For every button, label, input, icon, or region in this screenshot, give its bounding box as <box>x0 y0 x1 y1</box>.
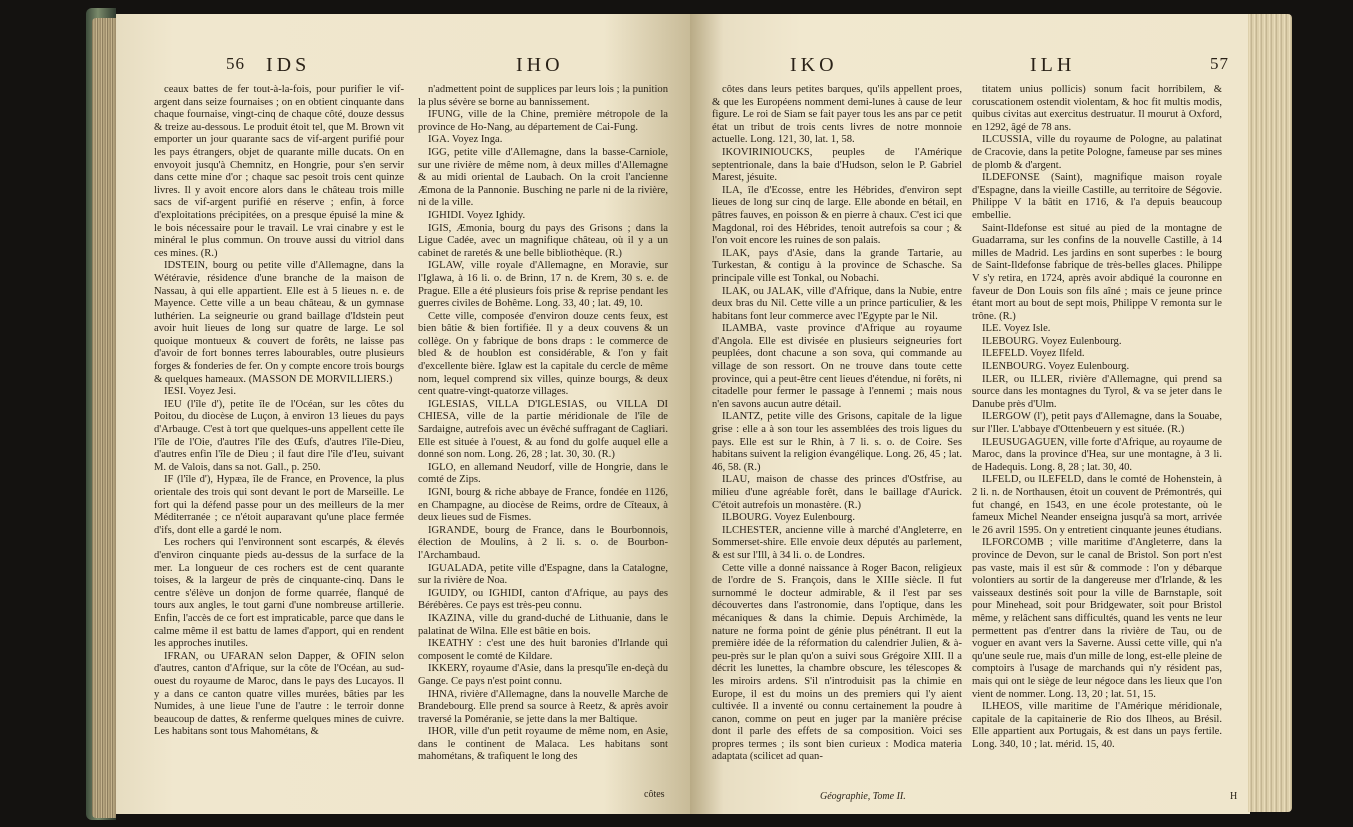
right-head-word-right: ILH <box>1030 54 1076 76</box>
entry-paragraph: IGLESIAS, VILLA D'IGLESIAS, ou VILLA DI CHIESA, ville de la partie méridionale de l'île de Sardaigne, autrefois avec un évêché suffragant de Cagliari. Elle est située à l'ouest, & au fond du golfe auquel elle a donné son nom. Long. 26, 28 ; lat. 30, 30. (R.) <box>418 398 668 461</box>
entry-paragraph: ILFORCOMB ; ville maritime d'Angleterre, dans la province de Devon, sur le canal de Bristol. Son port n'est pas vaste, mais il est sûr & commode : l'on y débarque volontiers au sortir de la dangereuse mer d'Irlande, & les vaisseaux destinés soit pour la ville de Barnstaple, soit pour Minehead, soit pour Bridgewater, soit pour Bristol même, y relâchent sans difficultés, quand les vents ne leur permettent pas d'entrer dans la rivière de Tau, ou de voguer en avant vers la Saverne. Aussi cette ville, qui n'a qu'une seule rue, mais d'un mille de long, est-elle pleine de comptoirs à l'usage de marchands qui n'y résident pas, mais qui ont le siège de leur négoce dans les lieux que l'on vient de nommer. Long. 13, 20 ; lat. 51, 15. <box>972 537 1222 700</box>
entry-paragraph: IHOR, ville d'un petit royaume de même nom, en Asie, dans le continent de Malaca. Les habitans sont mahométans, & trafiquent le long des <box>418 726 668 763</box>
entry-paragraph: IHNA, rivière d'Allemagne, dans la nouvelle Marche de Brandebourg. Elle prend sa source à Reetz, & après avoir traversé la Poméranie, se jette dans la mer Baltique. <box>418 688 668 725</box>
entry-paragraph: ILCHESTER, ancienne ville à marché d'Angleterre, en Sommerset-shire. Elle envoie deux députés au parlement, & est sur l'Ill, à 34 li. o. de Londres. <box>712 524 962 561</box>
left-head-word-left: IDS <box>266 54 311 76</box>
entry-paragraph: ceaux battes de fer tout-à-la-fois, pour purifier le vif-argent dans seize fournaises ; on en obtient cinquante dans chaque fournaise, vingt-cinq de chaque côté, douze dessus & treize au-dessous. Le produit étoit tel, que M. Brown vit emporter un jour quarante sacs de vif-argent purifié pour les pays étrangers, objet de quarante mille ducats. On en envoyoit jusqu'à Chemnitz, en Hongrie, pour s'en servir dans cette mine d'or ; chaque sac pesoit trois cent quinze livres. Il y avoit encore alors dans le château trois mille sacs de vif-argent purifié en réserve ; enfin, à force d'exploitations précipitées, on a presque épuisé la mine & le bois nécessaire pour le travail. Le vrai cinabre y est le minéral le plus commun. On trouve aussi du vitriol dans ces mines. (R.) <box>154 84 404 259</box>
signature-mark: H <box>1230 791 1238 802</box>
entry-paragraph: IFRAN, ou UFARAN selon Dapper, & OFIN selon d'autres, canton d'Afrique, sur la côte de l'Océan, au sud-ouest du royaume de Maroc, dans le pays des Lucayos. Il y a dans ce canton quatre villes murées, bâties par les Numides, à une lieue l'une de l'autre : le terroir donne beaucoup de dattes, & renferme quelques mines de cuivre. Les habitans sont tous Mahométans, & <box>154 650 404 738</box>
entry-paragraph: IDSTEIN, bourg ou petite ville d'Allemagne, dans la Wétéravie, résidence d'une branche de la maison de Nassau, à qui elle appartient. Elle est à 5 lieues n. e. de Mayence. Cette ville a un beau château, & un gymnase luthérien. La seigneurie ou grand baillage d'Idstein peut avoir huit lieues de long sur quatre de large. Le sol quoique montueux & couvert de forêts, ne laisse pas d'avoir de fort bonnes terres labourables, outre plusieurs forges & fonderies de fer. On y compte encore trois bourgs & quelques hameaux. (MASSON DE MORVILLIERS.) <box>154 260 404 385</box>
entry-paragraph: IGLO, en allemand Neudorf, ville de Hongrie, dans le comté de Zips. <box>418 461 668 486</box>
entry-paragraph: IKOVIRINIOUCKS, peuples de l'Amérique septentrionale, dans la baie d'Hudson, selon le P. Gabriel Marest, jésuite. <box>712 146 962 184</box>
left-running-head <box>116 54 690 80</box>
right-column-1 <box>712 84 962 796</box>
entry-paragraph: titatem unius pollicis) sonum facit horribilem, & coruscationem ostendit violentam, & hoc fit multis modis, quibus civitas aut exercitus destruatur. Il mourut à Oxford, en 1292, âgé de 78 ans. <box>972 84 1222 133</box>
entry-paragraph: IKKERY, royaume d'Asie, dans la presqu'île en-deçà du Gange. Ce pays n'est point connu. <box>418 663 668 687</box>
entry-paragraph: ILAK, pays d'Asie, dans la grande Tartarie, au Turkestan, & contigu à la province de Schasche. Sa principale ville est Tonkal, ou Nobachi. <box>712 247 962 284</box>
left-page-edges <box>92 18 116 818</box>
right-running-head <box>690 54 1250 80</box>
left-page-number: 56 <box>226 54 245 73</box>
entry-paragraph: ILAU, maison de chasse des princes d'Ostfrise, au milieu d'une agréable forêt, dans le baillage d'Aurick. C'étoit autrefois un monastère. (R.) <box>712 474 962 511</box>
right-head-word-center: IKO <box>790 54 838 76</box>
entry-paragraph: ILCUSSIA, ville du royaume de Pologne, au palatinat de Cracovie, dans la petite Pologne, fameuse par ses mines de plomb & d'argent. <box>972 134 1222 171</box>
entry-paragraph: ILDEFONSE (Saint), magnifique maison royale d'Espagne, dans la vieille Castille, au territoire de Ségovie. Philippe V la bâtit en 1716, & l'a depuis beaucoup embellie. <box>972 172 1222 221</box>
entry-paragraph: Cette ville a donné naissance à Roger Bacon, religieux de l'ordre de S. François, dans le XIIIe siècle. Il fut surnommé le docteur admirable, & il l'est par ses découvertes dans l'astronomie, dans l'optique, dans les mécaniques & dans la chimie. Depuis Archimède, la nature ne forma point de génie plus pénétrant. Il eut la première idée de la réformation du calendrier Julien, & à-peu-près sur le plan qu'on a suivi sous Grégoire XIII. Il a décrit les lunettes, la chambre obscure, les télescopes & les miroirs ardens. S'il n'introduisit pas la chimie en Europe, il est du moins un des premiers qui l'y aient cultivée. Il a inventé ou connu certainement la poudre à canon, comme on peut en juger par la manière précise dont il parle des effets de sa composition. Voici ses propres termes ; ils sont bien curieux : Modica materia adaptata (scilicet ad quan- <box>712 562 962 763</box>
entry-paragraph: IEU (l'île d'), petite île de l'Océan, sur les côtes du Poitou, du diocèse de Luçon, à environ 13 lieues du pays d'Arbauge. C'est à tort que quelques-uns appellent cette île l'île de l'Oie, d'autres l'île des Œufs, d'autres l'île-Dieu, d'autres enfin l'île de Dieu ; il faut dire l'île d'Ieu, suivant M. de Valois, dans sa not. Gall., p. 250. <box>154 398 404 473</box>
entry-paragraph: IGUALADA, petite ville d'Espagne, dans la Catalogne, sur la rivière de Noa. <box>418 562 668 587</box>
entry-paragraph: IGIS, Æmonia, bourg du pays des Grisons ; dans la Ligue Cadée, avec un magnifique château, où il y a un cabinet de raretés & une belle bibliothèque. (R.) <box>418 222 668 259</box>
entry-paragraph: ILAK, ou JALAK, ville d'Afrique, dans la Nubie, entre deux bras du Nil. Cette ville a un prince particulier, & les habitans font leur commerce avec l'Egypte par le Nil. <box>712 285 962 322</box>
entry-paragraph: ILANTZ, petite ville des Grisons, capitale de la ligue grise : elle a à son tour les assemblées des trois ligues du pays. Elle est sur le Rhin, à 7 li. s. o. de Coire. Ses habitans suivent la religion évangélique. Long. 26, 45 ; lat. 46, 58. (R.) <box>712 411 962 473</box>
entry-paragraph: IF (l'île d'), Hypæa, île de France, en Provence, la plus orientale des trois qui sont devant le port de Marseille. Le fort qui la défend passe pour un des meilleurs de la mer Méditerranée ; ce n'étoit auparavant qu'une place fermée d'ifs, dont elle a gardé le nom. <box>154 474 404 536</box>
left-column-1 <box>154 84 404 796</box>
entry-paragraph: ILEFELD. Voyez Ilfeld. <box>982 348 1085 360</box>
entry-paragraph: ILEBOURG. Voyez Eulenbourg. <box>982 335 1122 347</box>
entry-paragraph: Saint-Ildefonse est situé au pied de la montagne de Guadarrama, sur les confins de la nouvelle Castille, à 14 milles de Madrid. Les jardins en sont superbes : le bourg de Saint-Ildefonse fabrique de très-belles glaces. Philippe V s'y retira, en 1724, après avoir abdiqué la couronne en faveur de Don Louis son fils aîné ; mais ce jeune prince étant mort au bout de sept mois, Philippe V remonta sur le trône. (R.) <box>972 222 1222 322</box>
right-column-2 <box>972 84 1222 796</box>
right-page-number: 57 <box>1210 54 1229 73</box>
entry-paragraph: IGLAW, ville royale d'Allemagne, en Moravie, sur l'Iglawa, à 16 li. o. de Brinn, 17 n. de Krem, 30 s. e. de Prague. Elle a été plusieurs fois prise & reprise pendant les guerres civiles de Bohême. Long. 33, 40 ; lat. 49, 10. <box>418 260 668 310</box>
entry-paragraph: Cette ville, composée d'environ douze cents feux, est bien bâtie & bien fortifiée. Il y a deux couvens & un collège. On y fabrique de bons draps : le commerce de bled & de houblon est considérable, & l'on y fait d'excellente bière. Iglaw est la capitale du cercle de même nom, lequel comprend six villes, quinze bourgs, & deux cent quatre-vingt-quatorze villages. <box>418 310 668 398</box>
entry-paragraph: ILE. Voyez Isle. <box>982 323 1051 335</box>
entry-paragraph: ILENBOURG. Voyez Eulenbourg. <box>982 361 1130 373</box>
entry-paragraph: IKEATHY : c'est une des huit baronies d'Irlande qui composent le comté de Kildare. <box>418 638 668 662</box>
entry-paragraph: ILEUSUGAGUEN, ville forte d'Afrique, au royaume de Maroc, dans la province d'Hea, sur une montagne, à 3 li. de Hadequis. Long. 8, 28 ; lat. 30, 40. <box>972 436 1222 473</box>
entry-paragraph: ILFELD, ou ILEFELD, dans le comté de Hohenstein, à 2 li. n. de Northausen, étoit un couvent de Prémontrés, qui fut changé, en 1543, en une école protestante, où le fameux Michel Neander enseigna jusqu'à sa mort, arrivée le 26 avril 1595. On y entretient cinquante jeunes étudians. <box>972 474 1222 536</box>
left-catchword: côtes <box>644 789 665 800</box>
entry-paragraph: IGUIDY, ou IGHIDI, canton d'Afrique, au pays des Bérébères. Ce pays est très-peu connu. <box>418 587 668 612</box>
entry-paragraph: ILA, île d'Ecosse, entre les Hébrides, d'environ sept lieues de long sur cinq de large. Elle abonde en bétail, en pâtres fauves, en poisson & en pierre à chaux. C'est ici que Magdonal, roi des Hébrides, tenoit autrefois sa cour ; & l'on voit encore les ruines de son palais. <box>712 184 962 247</box>
entry-paragraph: ILERGOW (l'), petit pays d'Allemagne, dans la Souabe, sur l'Iler. L'abbaye d'Ottenbeuern y est située. (R.) <box>972 411 1222 436</box>
entry-paragraph: IFUNG, ville de la Chine, première métropole de la province de Ho-Nang, au département de Cai-Fung. <box>418 109 668 133</box>
entry-paragraph: IGNI, bourg & riche abbaye de France, fondée en 1126, en Champagne, au diocèse de Reims, ordre de Cîteaux, à deux lieues sud de Fismes. <box>418 487 668 524</box>
entry-paragraph: ILER, ou ILLER, rivière d'Allemagne, qui prend sa source dans les montagnes du Tyrol, & va se jeter dans le Danube près d'Ulm. <box>972 373 1222 410</box>
entry-paragraph: ILHEOS, ville maritime de l'Amérique méridionale, capitale de la capitainerie de Rio dos Ilheos, au Brésil. Elle appartient aux Portugais, & est dans un pays fertile. Long. 340, 10 ; lat. mérid. 15, 40. <box>972 701 1222 750</box>
left-head-word-center: IHO <box>516 54 564 76</box>
entry-paragraph: IGRANDE, bourg de France, dans le Bourbonnois, élection de Moulins, à 2 li. s. o. de Bourbon-l'Archambaud. <box>418 524 668 561</box>
left-page <box>116 14 690 814</box>
entry-paragraph: IKAZINA, ville du grand-duché de Lithuanie, dans le palatinat de Wilna. Elle est bâtie en bois. <box>418 612 668 637</box>
entry-paragraph: IESI. Voyez Jesi. <box>164 386 236 398</box>
entry-paragraph: IGHIDI. Voyez Ighidy. <box>428 209 526 221</box>
entry-paragraph: IGA. Voyez Inga. <box>428 134 503 146</box>
entry-paragraph: ILAMBA, vaste province d'Afrique au royaume d'Angola. Elle est divisée en plusieurs seigneuries fort peuplées, dont chacune a son sova, qui commande au village de son ressort. On ne trouve dans toute cette province, qui a peut-être cent lieues d'étendue, ni forêts, ni citadelle pour fermer le passage à l'ennemi ; mais nous n'en savons aucun autre détail. <box>712 323 962 410</box>
left-column-2 <box>418 84 668 796</box>
entry-paragraph: IGG, petite ville d'Allemagne, dans la basse-Carniole, sur une rivière de même nom, à deux milles d'Allemagne & au midi oriental de Laubach. On la croit l'ancienne Æmona de la Pannonie. Busching ne parle ni de la rivière, ni de la ville. <box>418 146 668 209</box>
entry-paragraph: Les rochers qui l'environnent sont escarpés, & élevés d'environ cinquante pieds au-dessus de la surface de la mer. La longueur de ces rochers est de cent quarante toises, & la largeur de près de cinquante-cinq. Dans le centre s'élève un donjon de forme quarrée, flanqué de tours aux angles, le tout garni d'une nombreuse artillerie. Enfin, l'accès de ce fort est impraticable, parce que dans le calme même il est battu de lames d'apport, qui en rendent les approches inutiles. <box>154 537 404 650</box>
entry-paragraph: ILBOURG. Voyez Eulenbourg. <box>722 512 856 524</box>
right-page-edges <box>1248 14 1292 812</box>
entry-paragraph: côtes dans leurs petites barques, qu'ils appellent proes, & que les Européens nomment demi-lunes à cause de leur figure. Le roi de Siam se fait payer tous les ans par ce petit état un tribut de trois cents livres de notre monnoie actuelle. Long. 121, 30, lat. 1, 58. <box>712 84 962 146</box>
signature-line: Géographie, Tome II. <box>820 791 906 802</box>
entry-paragraph: n'admettent point de supplices par leurs lois ; la punition la plus sévère se borne au bannissement. <box>418 84 668 108</box>
right-page <box>690 14 1250 814</box>
